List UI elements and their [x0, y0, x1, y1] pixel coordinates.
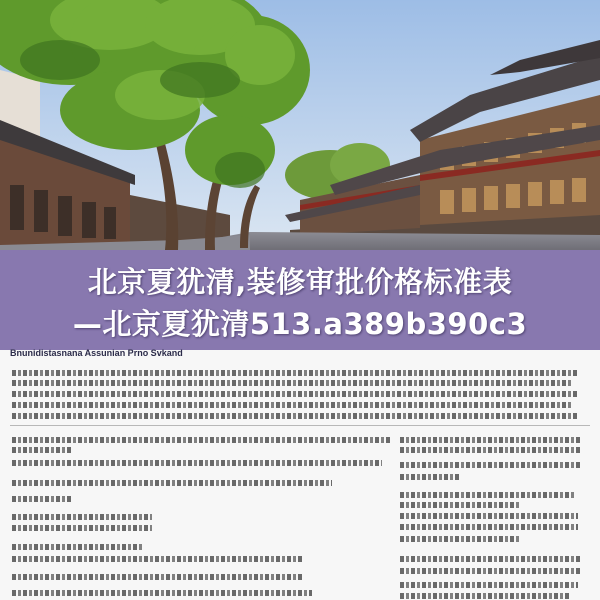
document-preview	[0, 350, 600, 600]
title-line-1: 北京夏犹清,装修审批价格标准表	[87, 265, 513, 299]
document-heading: Bnunidistasnana Assunian Prno Svkand	[10, 348, 183, 358]
street-photo	[0, 0, 600, 250]
title-line-2: —北京夏犹清513.a389b390c3	[72, 307, 528, 341]
